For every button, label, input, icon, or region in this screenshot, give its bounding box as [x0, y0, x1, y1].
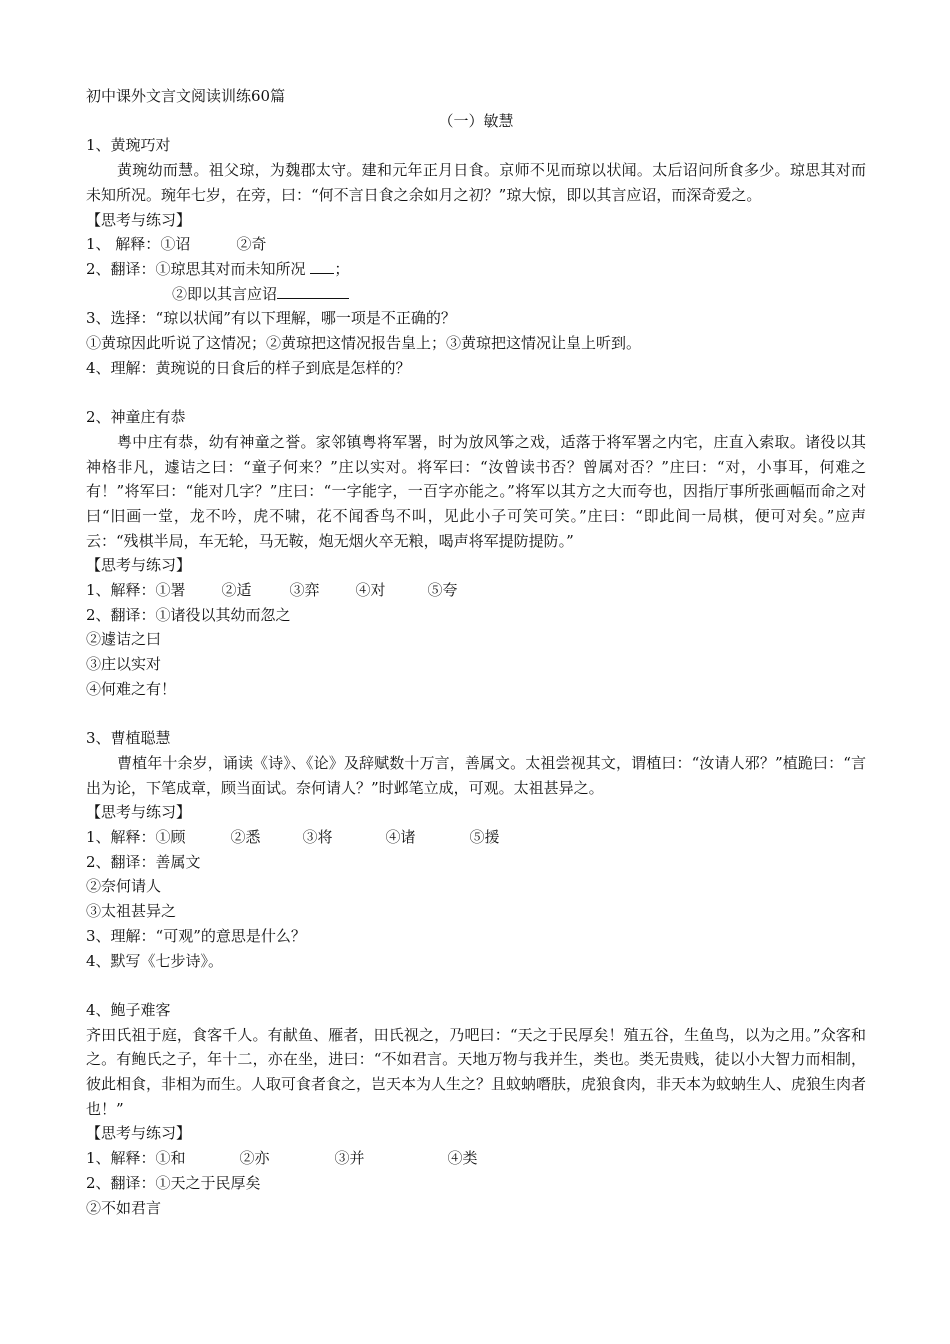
article-1-question-2b: ②即以其言应诏 — [86, 282, 866, 307]
q1-item: ②亦 — [239, 1149, 270, 1168]
article-3-question-4: 4、默写《七步诗》。 — [86, 951, 224, 970]
answer-blank — [277, 283, 349, 299]
article-3-practice-heading: 【思考与练习】 — [86, 803, 192, 822]
article-4-practice-heading: 【思考与练习】 — [86, 1124, 192, 1143]
article-2-text: 粤中庄有恭，幼有神童之誉。家邻镇粤将军署，时为放风筝之戏，适落于将军署之内宅，庄直入索取。诸役以其神格非凡，遽诘之曰：“童子何来？”庄以实对。将军曰：“汝曾读书否？曾属对否？”庄曰：“对，小事耳，何难之有！”将军曰：“能对几字？”庄曰：“一字能字，一百字亦能之。”将军以其方之大而夸也，因指厅事所张画幅而命之对曰“旧画一堂，龙不吟，虎不啸，花不闻香鸟不叫，见此小子可笑可笑。”庄曰：“即此间一局棋，便可对矣。”应声云：“残棋半局，车无轮，马无鞍，炮无烟火卒无粮，喝声将军提防提防。” — [86, 432, 866, 550]
q1-item: ①顾 — [155, 828, 186, 847]
article-1-question-2: 2、翻译：①琼思其对而未知所况 ； — [86, 259, 350, 278]
q1-item: ②悉 — [230, 828, 261, 847]
article-1-text: 黄琬幼而慧。祖父琼，为魏郡太守。建和元年正月日食。京师不见而琼以状闻。太后诏问所食多少。琼思其对而未知所况。琬年七岁，在旁，曰：“何不言日食之余如月之初？”琼大惊，即以其言应诏，而深奇爱之。 — [86, 161, 866, 204]
section-heading: （一）敏慧 — [438, 111, 514, 130]
answer-blank — [310, 258, 334, 274]
article-1-question-4: 4、理解：黄琬说的日食后的样子到底是怎样的？ — [86, 358, 411, 377]
q1-item: ③弈 — [289, 581, 320, 600]
article-2-question-2c: ③庄以实对 — [86, 655, 162, 674]
article-2-question-1: 1、解释：①署 ②适 ③弈 ④对 ⑤夸 — [86, 578, 866, 603]
q1-item: ⑤援 — [469, 828, 500, 847]
q1-item: ①和 — [155, 1149, 186, 1168]
article-3-question-1: 1、解释：①顾 ②悉 ③将 ④诸 ⑤援 — [86, 825, 866, 850]
article-3-question-2b: ②奈何请人 — [86, 877, 162, 896]
article-4-text: 齐田氏祖于庭，食客千人。有献鱼、雁者，田氏视之，乃吧曰：“天之于民厚矣！殖五谷，生鱼鸟，以为之用。”众客和之。有鲍氏之子，年十二，亦在坐，进曰：“不如君言。天地万物与我并生，类也。类无贵贱，徒以小大智力而相制，彼此相食，非相为而生。人取可食者食之，岂天本为人生之？且蚊蚋噆肤，虎狼食肉，非天本为蚊蚋生人、虎狼生肉者也！” — [86, 1025, 867, 1118]
q1-item: ②奇 — [236, 235, 267, 254]
q1-item: ④诸 — [385, 828, 416, 847]
article-3-question-2c: ③太祖甚异之 — [86, 902, 177, 921]
q1-item: ③将 — [302, 828, 333, 847]
article-2-question-2: 2、翻译：①诸役以其幼而忽之 — [86, 605, 291, 624]
article-1-question-3-options: ①黄琼因此听说了这情况；②黄琼把这情况报告皇上；③黄琼把这情况让皇上听到。 — [86, 334, 642, 353]
q1-item: ④对 — [355, 581, 386, 600]
article-1-practice-heading: 【思考与练习】 — [86, 210, 192, 229]
article-4-question-2b: ②不如君言 — [86, 1198, 162, 1217]
article-4-heading: 4、鲍子难客 — [86, 1000, 171, 1019]
q1-item: ①诏 — [160, 235, 191, 254]
article-1-heading: 1、黄琬巧对 — [86, 136, 171, 155]
q1-item: ④类 — [447, 1149, 478, 1168]
article-2-practice-heading: 【思考与练习】 — [86, 556, 192, 575]
article-2-heading: 2、神童庄有恭 — [86, 408, 186, 427]
article-3-question-3: 3、理解：“可观”的意思是什么？ — [86, 926, 306, 945]
article-2-question-2d: ④何难之有！ — [86, 679, 177, 698]
q1-item: ③并 — [334, 1149, 365, 1168]
document-page — [86, 84, 866, 1220]
article-3-heading: 3、曹植聪慧 — [86, 729, 171, 748]
article-1-question-1: 1、 解释：①诏 ②奇 — [86, 232, 866, 257]
q1-item: ⑤夸 — [427, 581, 458, 600]
article-3-question-2: 2、翻译：善属文 — [86, 852, 201, 871]
article-2-question-2b: ②遽诘之曰 — [86, 630, 162, 649]
article-4-question-1: 1、解释：①和 ②亦 ③并 ④类 — [86, 1146, 866, 1171]
article-4-question-2: 2、翻译：①天之于民厚矣 — [86, 1173, 261, 1192]
article-3-text: 曹植年十余岁，诵读《诗》、《论》及辞赋数十万言，善属文。太祖尝视其文，谓植曰：“汝请人邪？”植跪曰：“言出为论，下笔成章，顾当面试。奈何请人？”时邺笔立成，可观。太祖甚异之。 — [86, 753, 866, 797]
article-1-question-3: 3、选择：“琼以状闻”有以下理解，哪一项是不正确的？ — [86, 309, 456, 328]
q1-item: ①署 — [155, 581, 186, 600]
document-title: 初中课外文言文阅读训练60篇 — [86, 87, 286, 105]
q1-item: ②适 — [221, 581, 252, 600]
